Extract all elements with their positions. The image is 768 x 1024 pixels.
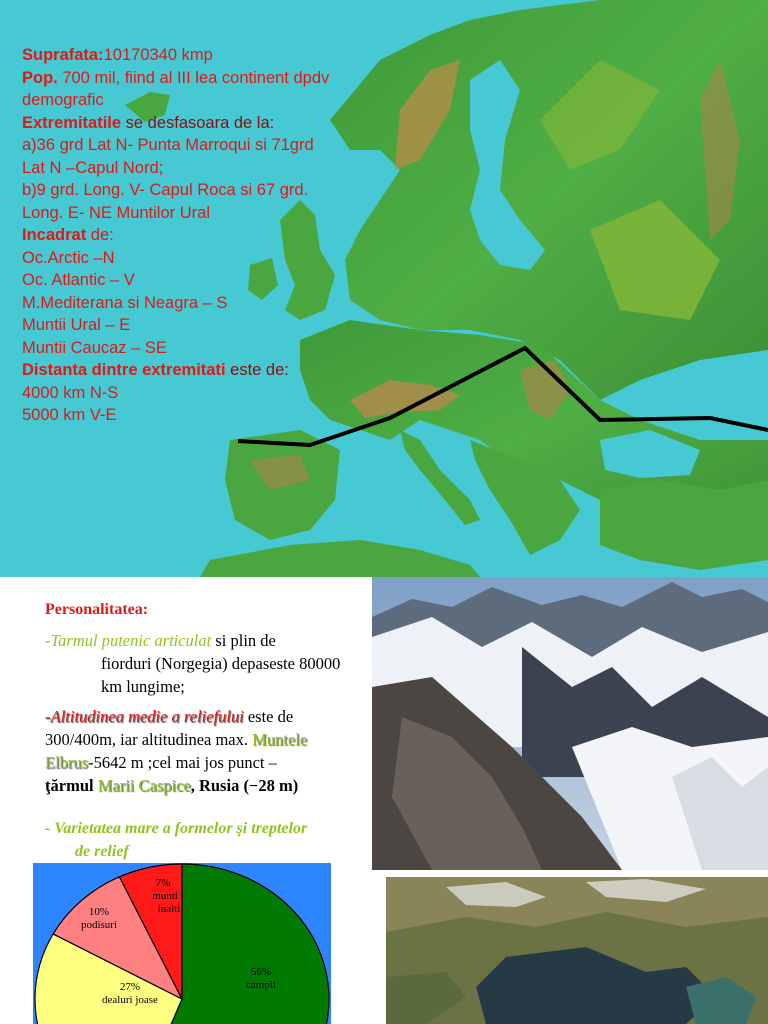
line-population bbox=[22, 67, 382, 90]
land-north-africa bbox=[200, 540, 480, 577]
line-distance-ns: 4000 km N-S bbox=[22, 383, 119, 402]
pie-label-2: 10% podisuri bbox=[80, 906, 118, 931]
satellite-photo-graphic bbox=[386, 877, 768, 1024]
line-extremity-b1: b)9 grd. Long. V- Capul Roca si 67 grd. bbox=[22, 181, 309, 199]
value-population: 700 mil, fiind al III lea continent dpdv bbox=[57, 68, 330, 87]
line-ural: Muntii Ural – E bbox=[22, 316, 131, 334]
line-distance bbox=[22, 359, 382, 382]
paragraph-altitude bbox=[45, 705, 367, 797]
altitude-text-5: , Rusia (−28 m) bbox=[190, 776, 299, 795]
coast-text-3: km lungime; bbox=[101, 677, 185, 696]
caspian-label: Marii Caspice bbox=[97, 776, 191, 795]
paragraph-variety bbox=[45, 817, 370, 863]
line-extremities bbox=[22, 112, 382, 135]
value-framed: de: bbox=[86, 226, 114, 244]
label-framed: Incadrat bbox=[22, 226, 87, 244]
line-extremity-a2: Lat N –Capul Nord; bbox=[22, 158, 164, 177]
paragraph-coast bbox=[45, 629, 365, 698]
pie-label-3: 7% munti inalti bbox=[152, 877, 181, 915]
label-distance: Distanta dintre extremitati bbox=[22, 361, 226, 379]
line-mediterranean: M.Mediterana si Neagra – S bbox=[22, 293, 228, 312]
mountain-photo bbox=[372, 577, 768, 870]
land-italy bbox=[400, 430, 480, 525]
coast-text-2: fiorduri (Norgegia) depaseste 80000 bbox=[101, 654, 341, 673]
label-extremities: Extremitatile bbox=[22, 113, 122, 132]
variety-line-1: - Varietatea mare a formelor şi treptelor bbox=[45, 820, 308, 837]
line-atlantic: Oc. Atlantic – V bbox=[22, 271, 135, 289]
altitude-text-2: 300/400m, iar altitudinea max. bbox=[45, 730, 253, 749]
personality-section bbox=[0, 577, 372, 863]
coast-highlight: -Tarmul putenic articulat bbox=[45, 631, 212, 650]
pie-label-1: 27% dealuri joase bbox=[102, 981, 158, 1006]
pie-label-0: 56% campii bbox=[246, 966, 276, 991]
value-extremities: se desfasoara de la: bbox=[121, 113, 275, 132]
line-extremity-b2: Long. E- NE Muntilor Ural bbox=[22, 203, 210, 222]
personality-title: Personalitatea: bbox=[45, 601, 149, 618]
elbrus-label-2: Elbrus bbox=[45, 753, 89, 772]
variety-line-2: de relief bbox=[75, 843, 129, 860]
line-surface bbox=[22, 44, 382, 67]
relief-pie-chart bbox=[33, 863, 331, 1024]
altitude-highlight: -Altitudinea medie a reliefului bbox=[45, 707, 244, 726]
coast-text: si plin de bbox=[211, 631, 276, 650]
pie-svg bbox=[33, 863, 331, 1024]
line-extremity-a1: a)36 grd Lat N- Punta Marroqui si 71grd bbox=[22, 136, 314, 154]
mountain-photo-graphic bbox=[372, 577, 768, 870]
land-anatolia bbox=[600, 480, 768, 570]
value-distance: este de: bbox=[225, 361, 289, 379]
line-distance-we: 5000 km V-E bbox=[22, 406, 117, 424]
line-arctic: Oc.Arctic –N bbox=[22, 248, 115, 267]
elbrus-label-1: Muntele bbox=[252, 730, 308, 749]
altitude-text-4: ţărmul bbox=[45, 776, 98, 795]
line-framed bbox=[22, 224, 382, 247]
map-text-block bbox=[22, 44, 382, 427]
line-population-2: demografic bbox=[22, 91, 104, 109]
label-surface: Suprafata: bbox=[22, 46, 104, 64]
satellite-photo bbox=[386, 877, 768, 1024]
label-population: Pop. bbox=[22, 68, 58, 87]
altitude-text-1: este de bbox=[243, 707, 294, 726]
altitude-text-3: -5642 m ;cel mai jos punct – bbox=[88, 753, 277, 772]
line-caucasus: Muntii Caucaz – SE bbox=[22, 338, 167, 357]
value-surface: 10170340 kmp bbox=[103, 46, 213, 64]
